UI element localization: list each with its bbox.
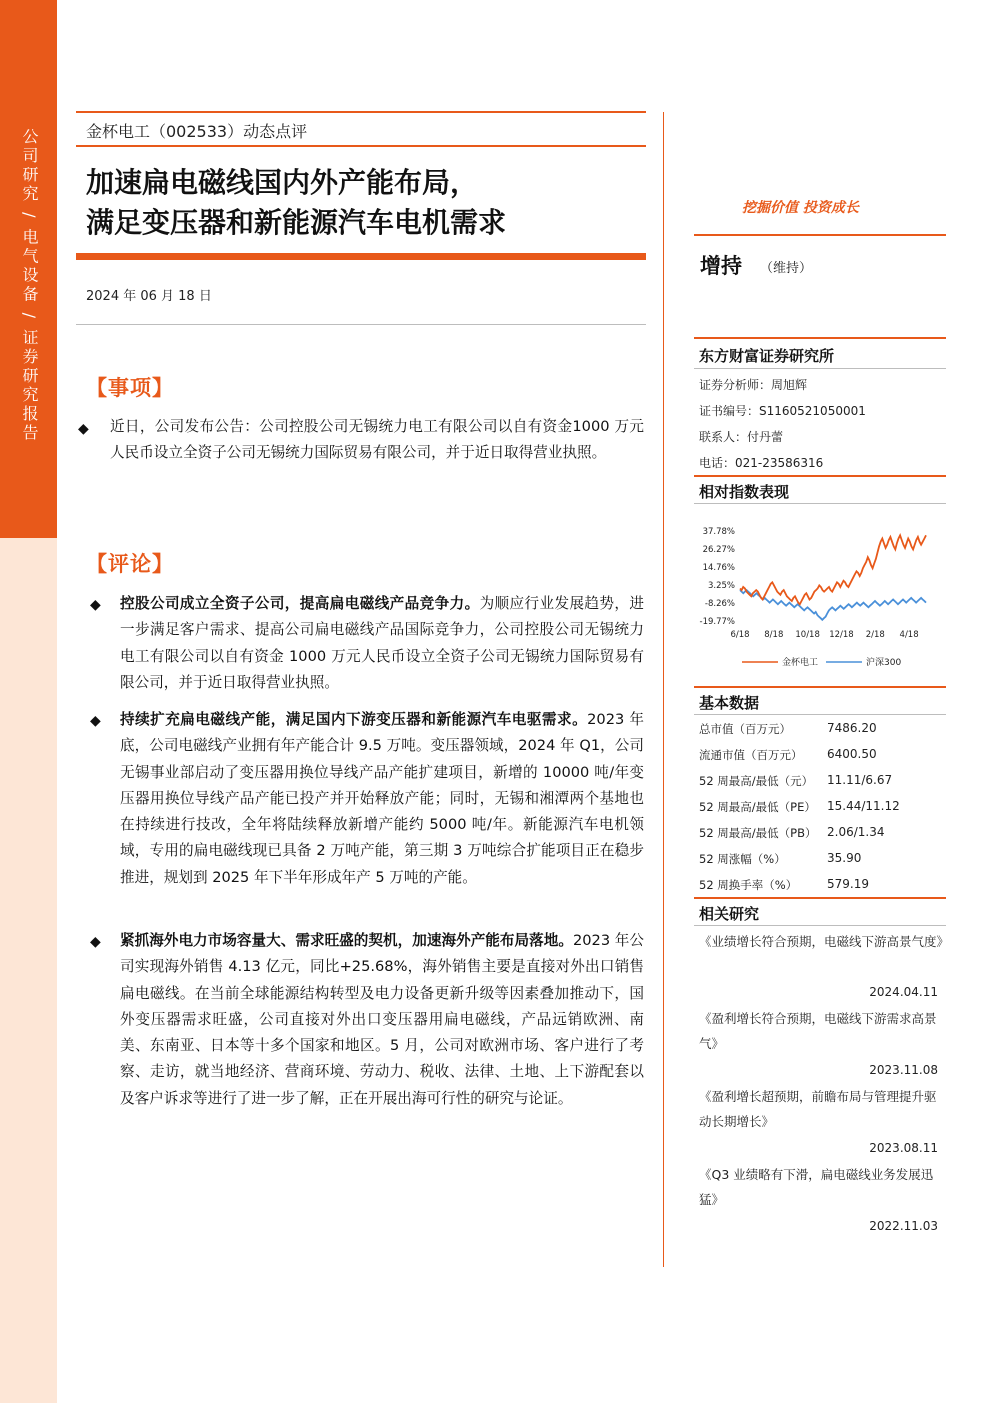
institute-rule xyxy=(694,337,946,339)
x-tick-labels xyxy=(730,630,918,640)
left-sidebar xyxy=(0,0,57,1403)
header-sub-rule xyxy=(76,145,646,147)
chart-heading: 相对指数表现 xyxy=(699,483,790,501)
pe-range-label: 52 周最高/最低（PE） xyxy=(699,800,816,814)
basic-underline xyxy=(694,714,946,715)
pb-range-label: 52 周最高/最低（PB） xyxy=(699,826,817,840)
related-heading: 相关研究 xyxy=(699,905,760,923)
x-tick-label: 6/18 xyxy=(730,630,750,640)
header-top-rule xyxy=(76,111,646,113)
series-line xyxy=(740,590,926,620)
bullet-icon: ◆ xyxy=(78,421,89,437)
phone-number: 电话：021-23586316 xyxy=(699,456,824,470)
slogan: 挖掘价值 投资成长 xyxy=(742,200,859,216)
doc-type: 金杯电工（002533）动态点评 xyxy=(86,122,308,141)
analyst: 证券分析师：周旭辉 xyxy=(699,378,808,392)
events-text: 近日，公司发布公告：公司控股公司无锡统力电工有限公司以自有资金1000 万元人民币设立全资子公司无锡统力国际贸易有限公司，并于近日取得营业执照。 xyxy=(110,418,644,462)
sidebar-label: 公司研究 / 电气设备 / 证券研究报告 xyxy=(20,128,39,444)
price-range-value: 11.11/6.67 xyxy=(827,773,893,787)
bullet-icon: ◆ xyxy=(90,713,101,729)
legend-label: 金杯电工 xyxy=(782,658,819,668)
rating-top-rule xyxy=(694,234,946,236)
market-cap-value: 7486.20 xyxy=(827,721,877,735)
related-report-title[interactable]: 《业绩增长符合预期，电磁线下游高景气度》 xyxy=(699,934,950,949)
float-cap-value: 6400.50 xyxy=(827,747,877,761)
y-tick-label: 26.27% xyxy=(702,545,735,555)
y-tick-label: -8.26% xyxy=(704,599,735,609)
y-tick-label: -19.77% xyxy=(699,617,735,627)
contact-person: 联系人：付丹蕾 xyxy=(699,430,784,444)
bullet-icon: ◆ xyxy=(90,597,101,613)
related-rule xyxy=(694,897,946,899)
chart-underline xyxy=(694,503,946,504)
relative-index-chart xyxy=(694,518,946,678)
x-tick-label: 12/18 xyxy=(829,630,854,640)
comment-1-body: 为顺应行业发展趋势，进一步满足客户需求、提高公司扁电磁线产品国际竞争力，公司控股公司无锡统力电工有限公司以自有资金 1000 万元人民币设立全资子公司无锡统力国际贸易有限公司，并于近日取得营业执照。 xyxy=(120,595,644,691)
float-cap-label: 流通市值（百万元） xyxy=(699,748,803,762)
events-heading: 【事项】 xyxy=(86,376,174,400)
comment-2-body: 2023 年底，公司电磁线产业拥有年产能合计 9.5 万吨。变压器领域，2024 年 Q1，公司无锡事业部启动了变压器用换位导线产品产能扩建项目，新增的 10000 吨/年变压器用换位导线产品产能已投产并开始释放产能；同时，无锡和湘潭两个基地也在持续进行技改，全年将陆续释放新增产能约 5000 吨/年。新能源汽车电机领域，专用的扁电磁线现已具备 2 万吨产能，第三期 3 万吨综合扩能项目正在稳步推进，规划到 2025 年下半年形成年产 5 万吨的产能。 xyxy=(120,711,644,886)
price-range-label: 52 周最高/最低（元） xyxy=(699,774,814,788)
comment-3-body: 2023 年公司实现海外销售 4.13 亿元，同比+25.68%，海外销售主要是直接对外出口销售扁电磁线。在当前全球能源结构转型及电力设备更新升级等因素叠加推动下，国外变压器需求旺盛，公司直接对外出口变压器用扁电磁线，产品远销欧洲、南美、东南亚、日本等十多个国家和地区。5 月，公司对欧洲市场、客户进行了考察、走访，就当地经济、营商环境、劳动力、税收、法律、土地、上下游配套以及客户诉求等进行了进一步了解，正在开展出海可行性的研究与论证。 xyxy=(120,932,644,1107)
y-tick-label: 3.25% xyxy=(707,581,735,591)
basic-rule xyxy=(694,686,946,688)
basic-data-heading: 基本数据 xyxy=(699,694,760,712)
x-tick-label: 10/18 xyxy=(795,630,820,640)
rating-note: （维持） xyxy=(760,261,813,276)
y-tick-labels xyxy=(700,527,735,627)
column-divider xyxy=(663,112,664,1267)
related-report-date: 2023.08.11 xyxy=(869,1141,938,1155)
series-line xyxy=(740,535,926,604)
pb-range-value: 2.06/1.34 xyxy=(827,825,885,839)
comment-3-lead: 紧抓海外电力市场容量大、需求旺盛的契机，加速海外产能布局落地。 xyxy=(120,932,573,949)
title-line-1: 加速扁电磁线国内外产能布局， xyxy=(86,166,479,199)
legend-label: 沪深300 xyxy=(866,658,902,668)
series-lines xyxy=(740,535,926,620)
x-tick-label: 8/18 xyxy=(764,630,784,640)
date-rule xyxy=(76,324,646,325)
related-report-date: 2024.04.11 xyxy=(869,985,938,999)
y-tick-label: 14.76% xyxy=(702,563,735,573)
institute-name: 东方财富证券研究所 xyxy=(699,347,835,365)
report-title xyxy=(86,163,506,243)
change-label: 52 周涨幅（%） xyxy=(699,852,786,866)
related-report-title[interactable]: 《盈利增长符合预期，电磁线下游需求高景气》 xyxy=(699,1011,937,1051)
comments-heading: 【评论】 xyxy=(86,552,174,576)
comment-item-1 xyxy=(120,591,644,696)
market-cap-label: 总市值（百万元） xyxy=(699,722,791,736)
title-thick-rule xyxy=(76,253,646,260)
x-tick-label: 2/18 xyxy=(865,630,885,640)
related-report-date: 2022.11.03 xyxy=(869,1219,938,1233)
related-report-title[interactable]: 《Q3 业绩略有下滑，扁电磁线业务发展迅猛》 xyxy=(699,1167,934,1207)
comment-2-lead: 持续扩充扁电磁线产能，满足国内下游变压器和新能源汽车电驱需求。 xyxy=(120,711,588,728)
y-tick-label: 37.78% xyxy=(702,527,735,537)
comment-item-3 xyxy=(120,928,644,1112)
comment-item-2 xyxy=(120,707,644,891)
related-underline xyxy=(694,925,946,926)
turnover-label: 52 周换手率（%） xyxy=(699,878,798,892)
report-date: 2024 年 06 月 18 日 xyxy=(86,289,212,304)
chart-rule xyxy=(694,475,946,477)
title-line-2: 满足变压器和新能源汽车电机需求 xyxy=(86,206,507,239)
certificate-number: 证书编号：S1160521050001 xyxy=(699,404,866,418)
institute-underline xyxy=(694,368,946,369)
rating: 增持 xyxy=(700,254,742,278)
comment-1-lead: 控股公司成立全资子公司，提高扁电磁线产品竞争力。 xyxy=(120,595,480,612)
pe-range-value: 15.44/11.12 xyxy=(827,799,900,813)
related-report-title[interactable]: 《盈利增长超预期，前瞻布局与管理提升驱动长期增长》 xyxy=(699,1089,937,1129)
x-tick-label: 4/18 xyxy=(899,630,919,640)
chart-legend xyxy=(742,656,901,668)
turnover-value: 579.19 xyxy=(827,877,869,891)
change-value: 35.90 xyxy=(827,851,862,865)
related-report-date: 2023.11.08 xyxy=(869,1063,938,1077)
bullet-icon: ◆ xyxy=(90,934,101,950)
